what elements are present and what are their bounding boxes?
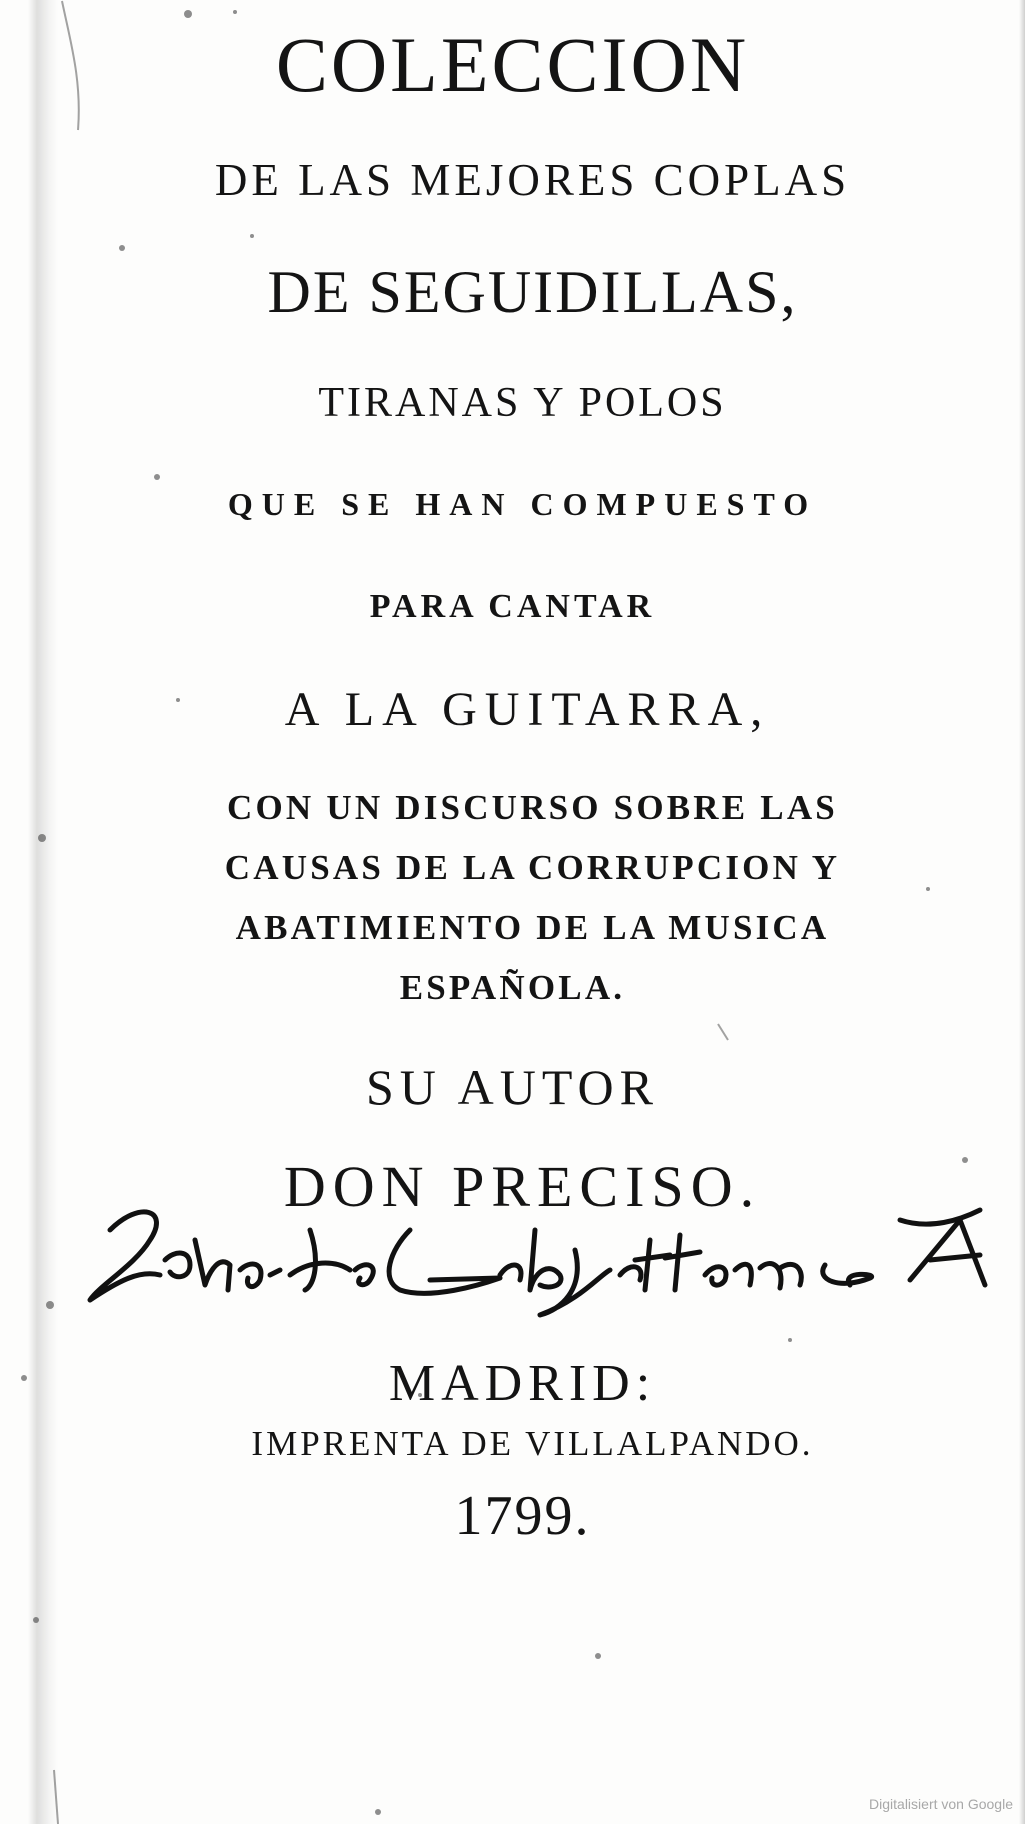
title-line-4: TIRANAS Y POLOS bbox=[318, 380, 727, 426]
subtitle-line-3: ABATIMIENTO DE LA MUSICA bbox=[235, 908, 830, 947]
imprint-printer: IMPRENTA DE VILLALPANDO. bbox=[251, 1424, 814, 1463]
google-watermark: Digitalisiert von Google bbox=[869, 1796, 1013, 1812]
imprint-year: 1799. bbox=[454, 1485, 591, 1547]
title-line-1: COLECCION bbox=[275, 21, 750, 108]
subtitle-line-2: CAUSAS DE LA CORRUPCION Y bbox=[224, 848, 841, 887]
subtitle-line-1: CON UN DISCURSO SOBRE LAS bbox=[227, 788, 838, 827]
handwritten-signature bbox=[80, 1190, 1020, 1320]
author-name: DON PRECISO. bbox=[283, 1154, 762, 1219]
title-line-5: QUE SE HAN COMPUESTO bbox=[227, 486, 818, 522]
title-line-7: A LA GUITARRA, bbox=[284, 683, 771, 736]
subtitle-line-4: ESPAÑOLA. bbox=[399, 968, 626, 1007]
title-line-2: DE LAS MEJORES COPLAS bbox=[214, 155, 851, 205]
title-line-6: PARA CANTAR bbox=[369, 588, 656, 625]
title-line-3: DE SEGUIDILLAS, bbox=[267, 259, 798, 325]
imprint-city: MADRID: bbox=[388, 1355, 657, 1412]
author-heading: SU AUTOR bbox=[366, 1059, 659, 1115]
